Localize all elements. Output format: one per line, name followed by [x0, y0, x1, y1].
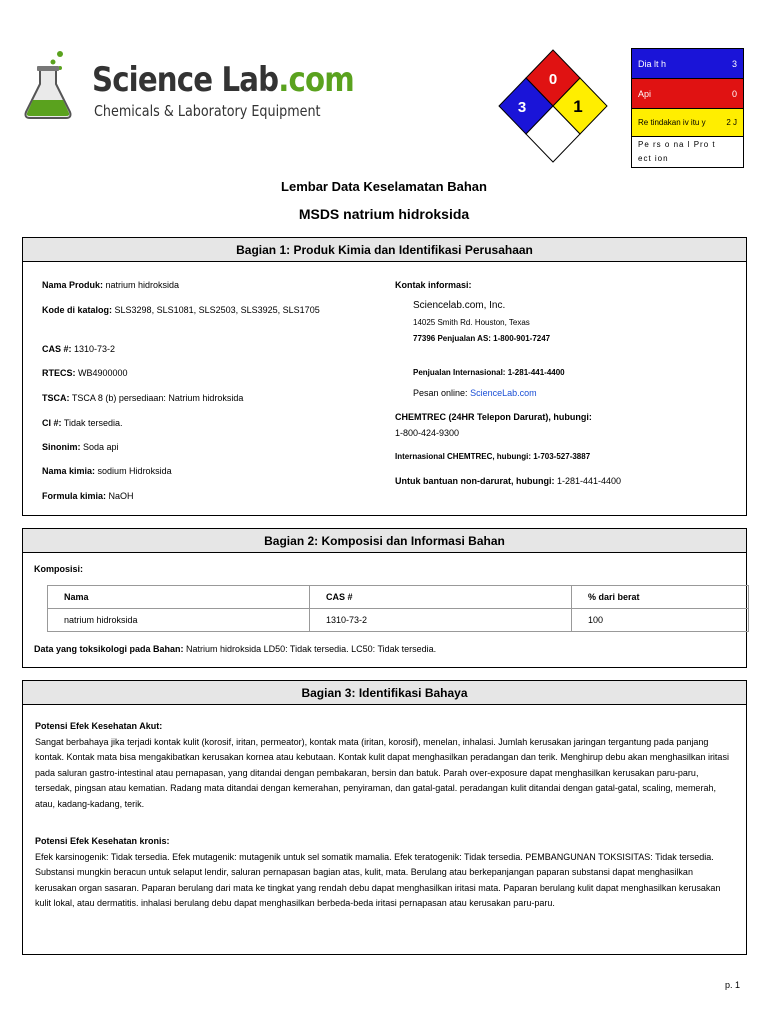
cell-cas: 1310-73-2 [310, 609, 572, 632]
nfpa-diamond [497, 48, 609, 166]
brand-name: Science Lab.com [92, 60, 354, 100]
column-header-name: Nama [48, 586, 310, 609]
section-1 [22, 237, 747, 516]
hmis-ppe-label: Pe rs o na l Pro tect ion [638, 140, 716, 163]
acute-effects-label: Potensi Efek Kesehatan Akut: [35, 721, 163, 731]
section-2 [22, 528, 747, 668]
ci-number-field: CI #: Tidak tersedia. [42, 418, 123, 428]
non-emergency-field: Untuk bantuan non-darurat, hubungi: 1-281-441-4400 [395, 476, 622, 486]
hmis-health-row [632, 49, 743, 79]
nfpa-reactivity-value: 1 [573, 97, 583, 116]
chemical-name-field: Nama kimia: sodium Hidroksida [42, 466, 172, 476]
acute-effects-text: Sangat berbahaya jika terjadi kontak kulit (korosif, iritan, permeator), kontak mata (iritan, korosif), menelan, inhalasi. Jumlah kerusakan jaringan tergantung pada panjang kontak. Kontak mata bisa mengakibatkan kerusakan kornea atau kebutaan. Kontak kulit dapat menghasilkan peradangan dan terik. Menghirup debu akan menghasilkan iritasi pada saluran gastro-intestinal atau pernapasan, yang ditandai dengan pembakaran, bersin dan batuk. Parah over-exposure dapat menghasilkan kerusakan paru-paru, tersedak, pingsan atau kematian. Radang mata ditandai dengan kemerahan, penyiraman, dan gatal-gatal. peradangan kulit ditandai dengan gatal-gatal, scaling, memerah, atau, kadang-kadang, terik. [35, 736, 729, 809]
intl-chemtrec-phone: Internasional CHEMTREC, hubungi: 1-703-527-3887 [395, 452, 591, 461]
sciencelab-logo [22, 50, 354, 130]
column-header-weight: % dari berat [572, 586, 749, 609]
document-title: Lembar Data Keselamatan Bahan [281, 179, 487, 194]
hmis-health-label: Dia lt h [638, 58, 667, 69]
cell-weight: 100 [572, 609, 749, 632]
hmis-ppe-row [632, 137, 743, 167]
hmis-fire-label: Api [638, 88, 652, 99]
composition-table [47, 585, 749, 632]
us-sales-phone: 77396 Penjualan AS: 1-800-901-7247 [413, 334, 551, 343]
composition-label: Komposisi: [34, 564, 84, 574]
hmis-reactivity-row [632, 109, 743, 137]
section-3 [22, 680, 747, 955]
table-row [48, 609, 749, 632]
chronic-effects-text: Efek karsinogenik: Tidak tersedia. Efek mutagenik: mutagenik untuk sel somatik mamalia. Efek teratogenik: Tidak tersedia. PEMBANGUNAN TOKSISITAS: Tidak tersedia. Substansi mungkin beracun untuk selaput lendir, saluran pernapasan bagian atas, kulit, mata. Berulang atau berkepanjangan paparan substansi dapat menghasilkan kerusakan organ sasaran. Paparan berulang dari mata ke tingkat yang rendah debu dapat menghasilkan iritasi mata. Paparan berulang kulit dapat menghasilkan kerusakan kulit lokal, atau dermatitis. inhalasi berulang debu dapat menghasilkan berbeda-beda iritasi pernapasan atau kerusakan paru-paru. [35, 851, 721, 908]
hmis-reactivity-label: Re tindakan iv itu y [638, 118, 706, 127]
company-name: Sciencelab.com, Inc. [413, 300, 506, 311]
catalog-code-field: Kode di katalog: SLS3298, SLS1081, SLS2503, SLS3925, SLS1705 [42, 305, 320, 315]
chemtrec-label: CHEMTREC (24HR Telepon Darurat), hubungi: [395, 412, 592, 422]
company-address: 14025 Smith Rd. Houston, Texas [413, 318, 530, 327]
composition-table-header [48, 586, 749, 609]
nfpa-health-value: 3 [517, 99, 527, 116]
hmis-rating-table [631, 48, 744, 168]
chemical-formula-field: Formula kimia: NaOH [42, 491, 134, 501]
section-1-heading: Bagian 1: Produk Kimia dan Identifikasi Perusahaan [23, 238, 746, 262]
toxicology-field: Data yang toksikologi pada Bahan: Natrium hidroksida LD50: Tidak tersedia. LC50: Tidak tersedia. [34, 644, 437, 654]
section-3-heading: Bagian 3: Identifikasi Bahaya [23, 681, 746, 705]
cell-name: natrium hidroksida [48, 609, 310, 632]
tsca-field: TSCA: TSCA 8 (b) persediaan: Natrium hidroksida [42, 393, 244, 403]
flask-icon [22, 50, 74, 120]
sciencelab-link[interactable]: ScienceLab.com [470, 388, 537, 398]
hmis-fire-row [632, 79, 743, 109]
nfpa-fire-value: 0 [548, 71, 558, 88]
intl-sales-phone: Penjualan Internasional: 1-281-441-4400 [413, 368, 565, 377]
chemtrec-number: 1-800-424-9300 [395, 428, 460, 438]
order-online-field: Pesan online: ScienceLab.com [413, 388, 537, 398]
contact-info-label: Kontak informasi: [395, 280, 472, 290]
cas-number-field: CAS #: 1310-73-2 [42, 344, 116, 354]
chronic-effects-label: Potensi Efek Kesehatan kronis: [35, 836, 170, 846]
page-number: p. 1 [724, 980, 740, 990]
hmis-fire-value: 0 [731, 88, 737, 99]
hmis-health-value: 3 [731, 58, 737, 69]
brand-tagline: Chemicals & Laboratory Equipment [94, 102, 321, 120]
column-header-cas: CAS # [310, 586, 572, 609]
section-2-heading: Bagian 2: Komposisi dan Informasi Bahan [23, 529, 746, 553]
hmis-reactivity-value: 2 J [726, 118, 737, 127]
document-subtitle: MSDS natrium hidroksida [298, 206, 470, 222]
product-name-field: Nama Produk: natrium hidroksida [42, 280, 180, 290]
rtecs-field: RTECS: WB4900000 [42, 368, 128, 378]
chronic-effects-paragraph [35, 834, 735, 912]
synonym-field: Sinonim: Soda api [42, 442, 119, 452]
acute-effects-paragraph [35, 719, 735, 812]
